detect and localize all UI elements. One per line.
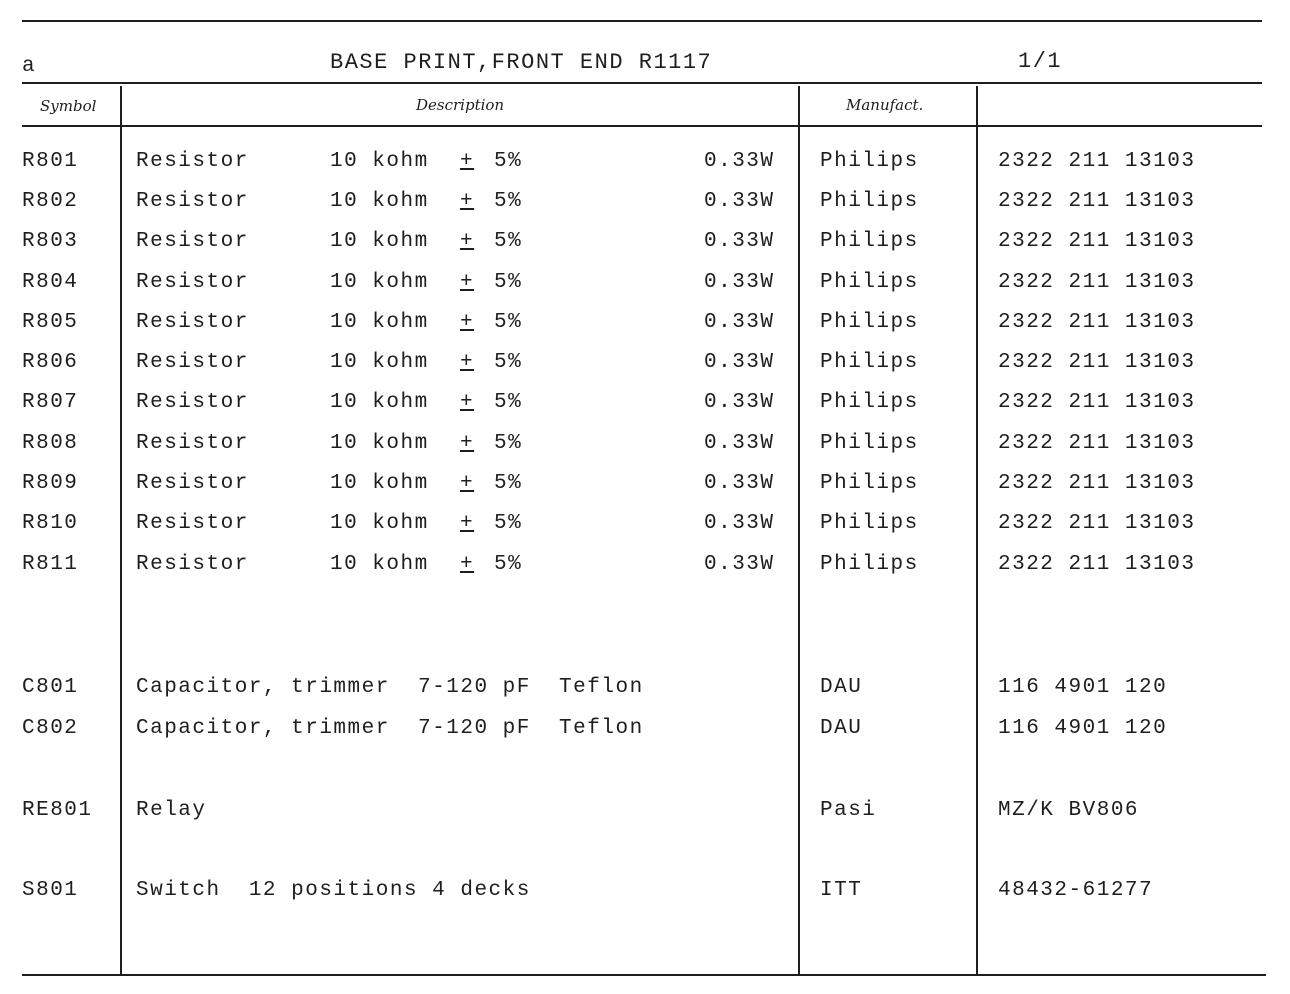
tolerance-sign-cell: + bbox=[460, 311, 475, 334]
tolerance-sign-cell: + bbox=[460, 150, 475, 173]
part-number-cell: 48432-61277 bbox=[998, 879, 1154, 902]
bottom-rule bbox=[22, 974, 1266, 976]
manufacturer-cell: DAU bbox=[820, 717, 863, 740]
part-number-cell: 2322 211 13103 bbox=[998, 472, 1196, 495]
symbol-cell: R802 bbox=[22, 190, 79, 213]
description-type-cell: Resistor bbox=[136, 553, 249, 576]
tolerance-cell: 5% bbox=[494, 351, 523, 374]
table-row bbox=[0, 311, 1290, 341]
description-cell: Capacitor, trimmer 7-120 pF Teflon bbox=[136, 717, 644, 740]
tolerance-cell: 5% bbox=[494, 391, 523, 414]
part-number-cell: 2322 211 13103 bbox=[998, 271, 1196, 294]
tolerance-cell: 5% bbox=[494, 230, 523, 253]
value-cell: 10 kohm bbox=[330, 553, 429, 576]
table-row bbox=[0, 799, 1290, 829]
symbol-cell: R810 bbox=[22, 512, 79, 535]
manufacturer-cell: Philips bbox=[820, 512, 919, 535]
document-title: BASE PRINT,FRONT END R1117 bbox=[330, 50, 713, 75]
description-type-cell: Resistor bbox=[136, 230, 249, 253]
table-row bbox=[0, 230, 1290, 260]
tolerance-sign-cell: + bbox=[460, 230, 475, 253]
symbol-cell: C801 bbox=[22, 676, 79, 699]
tolerance-sign-cell: + bbox=[460, 472, 475, 495]
manufacturer-cell: Philips bbox=[820, 391, 919, 414]
manufacturer-cell: Pasi bbox=[820, 799, 877, 822]
manufacturer-cell: Philips bbox=[820, 150, 919, 173]
power-rating-cell: 0.33W bbox=[704, 512, 775, 535]
tolerance-sign-cell: + bbox=[460, 391, 475, 414]
table-row bbox=[0, 391, 1290, 421]
part-number-cell: 116 4901 120 bbox=[998, 676, 1168, 699]
part-number-cell: 2322 211 13103 bbox=[998, 150, 1196, 173]
symbol-cell: R807 bbox=[22, 391, 79, 414]
description-type-cell: Resistor bbox=[136, 150, 249, 173]
manufacturer-cell: Philips bbox=[820, 553, 919, 576]
symbol-cell: S801 bbox=[22, 879, 79, 902]
symbol-cell: R805 bbox=[22, 311, 79, 334]
symbol-cell: R811 bbox=[22, 553, 79, 576]
tolerance-cell: 5% bbox=[494, 150, 523, 173]
tolerance-cell: 5% bbox=[494, 432, 523, 455]
corner-mark: a bbox=[22, 55, 37, 78]
page-number: 1/1 bbox=[1018, 49, 1063, 74]
table-row bbox=[0, 553, 1290, 583]
power-rating-cell: 0.33W bbox=[704, 230, 775, 253]
tolerance-cell: 5% bbox=[494, 190, 523, 213]
description-type-cell: Resistor bbox=[136, 311, 249, 334]
description-type-cell: Resistor bbox=[136, 512, 249, 535]
table-row bbox=[0, 676, 1290, 706]
manufacturer-cell: DAU bbox=[820, 676, 863, 699]
value-cell: 10 kohm bbox=[330, 391, 429, 414]
tolerance-cell: 5% bbox=[494, 271, 523, 294]
power-rating-cell: 0.33W bbox=[704, 311, 775, 334]
manufacturer-cell: Philips bbox=[820, 271, 919, 294]
table-row bbox=[0, 150, 1290, 180]
power-rating-cell: 0.33W bbox=[704, 271, 775, 294]
symbol-cell: RE801 bbox=[22, 799, 93, 822]
manufacturer-cell: ITT bbox=[820, 879, 863, 902]
column-header-symbol: Symbol bbox=[40, 97, 97, 115]
power-rating-cell: 0.33W bbox=[704, 432, 775, 455]
tolerance-sign-cell: + bbox=[460, 553, 475, 576]
power-rating-cell: 0.33W bbox=[704, 351, 775, 374]
part-number-cell: MZ/K BV806 bbox=[998, 799, 1140, 822]
value-cell: 10 kohm bbox=[330, 150, 429, 173]
tolerance-sign-cell: + bbox=[460, 271, 475, 294]
description-type-cell: Resistor bbox=[136, 432, 249, 455]
value-cell: 10 kohm bbox=[330, 432, 429, 455]
top-rule bbox=[22, 20, 1262, 22]
manufacturer-cell: Philips bbox=[820, 311, 919, 334]
value-cell: 10 kohm bbox=[330, 190, 429, 213]
power-rating-cell: 0.33W bbox=[704, 190, 775, 213]
part-number-cell: 2322 211 13103 bbox=[998, 391, 1196, 414]
symbol-cell: R806 bbox=[22, 351, 79, 374]
part-number-cell: 2322 211 13103 bbox=[998, 512, 1196, 535]
tolerance-cell: 5% bbox=[494, 512, 523, 535]
description-cell: Relay bbox=[136, 799, 207, 822]
value-cell: 10 kohm bbox=[330, 351, 429, 374]
table-row bbox=[0, 351, 1290, 381]
description-type-cell: Resistor bbox=[136, 391, 249, 414]
table-row bbox=[0, 271, 1290, 301]
power-rating-cell: 0.33W bbox=[704, 472, 775, 495]
power-rating-cell: 0.33W bbox=[704, 150, 775, 173]
manufacturer-cell: Philips bbox=[820, 472, 919, 495]
symbol-cell: R808 bbox=[22, 432, 79, 455]
table-row bbox=[0, 472, 1290, 502]
table-row bbox=[0, 512, 1290, 542]
description-cell: Capacitor, trimmer 7-120 pF Teflon bbox=[136, 676, 644, 699]
tolerance-sign-cell: + bbox=[460, 512, 475, 535]
table-row bbox=[0, 190, 1290, 220]
value-cell: 10 kohm bbox=[330, 472, 429, 495]
part-number-cell: 2322 211 13103 bbox=[998, 190, 1196, 213]
power-rating-cell: 0.33W bbox=[704, 553, 775, 576]
value-cell: 10 kohm bbox=[330, 512, 429, 535]
manufacturer-cell: Philips bbox=[820, 432, 919, 455]
symbol-cell: C802 bbox=[22, 717, 79, 740]
description-type-cell: Resistor bbox=[136, 351, 249, 374]
manufacturer-cell: Philips bbox=[820, 190, 919, 213]
part-number-cell: 2322 211 13103 bbox=[998, 311, 1196, 334]
description-type-cell: Resistor bbox=[136, 271, 249, 294]
part-number-cell: 2322 211 13103 bbox=[998, 230, 1196, 253]
symbol-cell: R801 bbox=[22, 150, 79, 173]
part-number-cell: 2322 211 13103 bbox=[998, 432, 1196, 455]
column-header-manufacturer: Manufact. bbox=[846, 96, 924, 114]
tolerance-sign-cell: + bbox=[460, 351, 475, 374]
manufacturer-cell: Philips bbox=[820, 230, 919, 253]
table-row bbox=[0, 717, 1290, 747]
column-header-description: Description bbox=[416, 96, 505, 114]
part-number-cell: 2322 211 13103 bbox=[998, 553, 1196, 576]
value-cell: 10 kohm bbox=[330, 271, 429, 294]
tolerance-sign-cell: + bbox=[460, 190, 475, 213]
part-number-cell: 2322 211 13103 bbox=[998, 351, 1196, 374]
symbol-cell: R803 bbox=[22, 230, 79, 253]
manufacturer-cell: Philips bbox=[820, 351, 919, 374]
power-rating-cell: 0.33W bbox=[704, 391, 775, 414]
tolerance-cell: 5% bbox=[494, 553, 523, 576]
description-type-cell: Resistor bbox=[136, 190, 249, 213]
tolerance-sign-cell: + bbox=[460, 432, 475, 455]
table-row bbox=[0, 879, 1290, 909]
part-number-cell: 116 4901 120 bbox=[998, 717, 1168, 740]
symbol-cell: R809 bbox=[22, 472, 79, 495]
description-cell: Switch 12 positions 4 decks bbox=[136, 879, 531, 902]
table-row bbox=[0, 432, 1290, 462]
header-rule bbox=[22, 82, 1262, 84]
tolerance-cell: 5% bbox=[494, 472, 523, 495]
description-type-cell: Resistor bbox=[136, 472, 249, 495]
value-cell: 10 kohm bbox=[330, 311, 429, 334]
column-header-rule bbox=[22, 125, 1262, 127]
symbol-cell: R804 bbox=[22, 271, 79, 294]
tolerance-cell: 5% bbox=[494, 311, 523, 334]
value-cell: 10 kohm bbox=[330, 230, 429, 253]
